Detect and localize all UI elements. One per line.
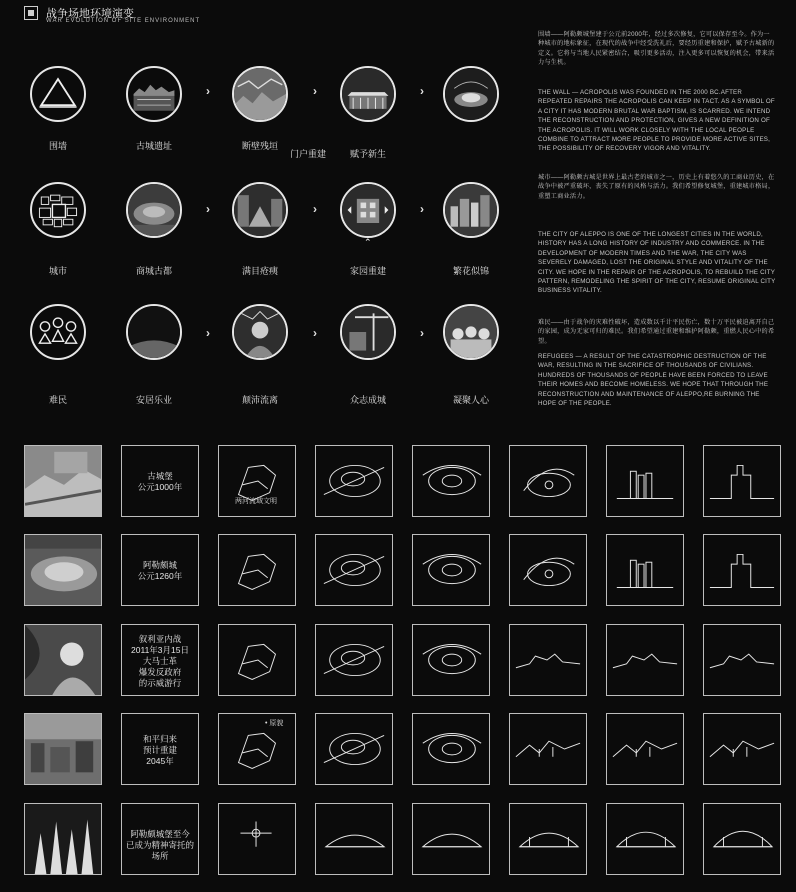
circle-label: 古城遗址: [135, 141, 172, 151]
circle-label: 围墙: [48, 141, 67, 151]
rebuild-icon: [340, 182, 396, 238]
era-photo: [24, 445, 102, 517]
title-square-icon: [24, 6, 38, 20]
crowd-icon: [443, 304, 499, 360]
era-caption-cell: [121, 534, 199, 606]
evolution-sketch: [218, 713, 296, 785]
city-grid-icon: [30, 182, 86, 238]
chevron-right-icon: ›: [206, 326, 210, 340]
chevron-up-icon: ⌃: [364, 237, 372, 247]
glow-city-icon: [443, 66, 499, 122]
paragraph-wall-cn: 围墙——阿勒颇城堡建于公元前2000年，经过多次修复，它可以保存至今。作为一种城市的地标象征，在现代的战争中经受洗礼后，要经历重建和保护，赋予古城新的定义。它将与当地人民紧密结合，吸引更多活动，注入更多可以恢复的机会，带来活力与生机。: [538, 31, 775, 67]
ancient-city-icon: [126, 182, 182, 238]
evolution-sketch: [606, 713, 684, 785]
circle-label: 繁花似锦: [452, 266, 489, 276]
crane-icon: [340, 304, 396, 360]
era-caption-cell: [121, 624, 199, 696]
era-caption-cell: [121, 445, 199, 517]
circle-label: 众志成城: [349, 395, 386, 405]
settle-icon: [126, 304, 182, 360]
ruined-street-icon: [232, 182, 288, 238]
era-photo: [24, 713, 102, 785]
evolution-sketch: [509, 534, 587, 606]
evolution-sketch: [412, 624, 490, 696]
paragraph-refugee-cn: 难民——由于战争的灾难性破坏，造成数以千计平民伤亡，数十万平民被迫离开自己的家园，成为无家可归的难民。我们希望通过重建和维护阿勒颇，重燃人民心中的希望。: [538, 319, 775, 345]
chevron-right-icon: ›: [206, 202, 210, 216]
paragraph-city-cn: 城市——阿勒颇古城是世界上最古老的城市之一，历史上有着悠久的工商业历史，在战争中被严重破坏，丧失了原有的风格与活力。我们希望修复城堡，重建城市格局，重塑工商业活力。: [538, 174, 775, 200]
chevron-right-icon: ›: [420, 326, 424, 340]
evolution-sketch: [606, 445, 684, 517]
evolution-sketch: [703, 534, 781, 606]
paragraph-refugee-en: REFUGEES — A RESULT OF THE CATASTROPHIC DESTRUCTION OF THE WAR, RESULTING IN THE SACRIFICE OF THOUSANDS OF CIVILIANS. HUNDREDS OF THOUSANDS OF PEOPLE HAVE BEEN FORCED TO LEAVE THEIR HOMES AND BECOME HOMELESS. WE HOPE THAT THROUGH THE RECONSTRUCTION AND MAINTENANCE OF ALEPPO,RE BURNING THE HOPE OF THE PEOPLE.: [538, 353, 769, 408]
era-photo: [24, 803, 102, 875]
evolution-sketch: [412, 534, 490, 606]
mound-triangle-icon: [30, 66, 86, 122]
paragraph-wall-en: THE WALL — ACROPOLIS WAS FOUNDED IN THE 2000 BC.AFTER REPEATED REPAIRS THE ACROPOLIS CAN KEEP IN TACT. AS A SYMBOL OF A CITY IT HAS MODERN BRUTAL WAR BAPTISM, IS SCARRED. WE INTEND THE RECONSTRUCTION AND PROTECTION, GIVES A NEW DEFINITION OF THE ACROPOLIS. IT WILL WORK CLOSELY WITH THE LOCAL PEOPLE COMBINE TO ATTRACT MORE PEOPLE TO PROVIDE MORE ACTIVE SITES, THE POSSIBILITY OF RECOVERY VIGOR AND VITALITY.: [538, 89, 775, 153]
evolution-sketch: [509, 803, 587, 875]
chevron-right-icon: ›: [420, 84, 424, 98]
chevron-right-icon: ›: [313, 202, 317, 216]
page-subtitle: WAR EVOLUTION OF SITE ENVIRONMENT: [46, 18, 201, 24]
rubble-icon: [232, 66, 288, 122]
era-photo: [24, 624, 102, 696]
refugee-photo-icon: [232, 304, 288, 360]
evolution-sketch: [218, 624, 296, 696]
people-icon: [30, 304, 86, 360]
era-photo: [24, 534, 102, 606]
chevron-right-icon: ›: [313, 84, 317, 98]
evolution-sketch: [606, 803, 684, 875]
evolution-sketch: [315, 445, 393, 517]
evolution-sketch: [218, 534, 296, 606]
era-caption: 古城堡 公元1000年: [137, 471, 183, 492]
era-caption: 阿勒颇城堡至今 已成为精神寄托的场所: [125, 829, 194, 861]
page-title: 战争场地环境演变: [46, 8, 134, 20]
map-tag: 两河流域文明: [235, 498, 277, 505]
era-caption: 阿勒颇城 公元1260年: [137, 560, 183, 581]
evolution-sketch: [703, 624, 781, 696]
evolution-sketch: [509, 624, 587, 696]
era-caption: 叙利亚内战 2011年3月15日 大马士革 爆发反政府 的示威游行: [131, 633, 189, 688]
circle-label: 家园重建: [349, 266, 386, 276]
paragraph-city-en: THE CITY OF ALEPPO IS ONE OF THE LONGEST CITIES IN THE WORLD, HISTORY HAS A LONG HISTORY OF INDUSTRY AND COMMERCE. IN THE DEVELOPMENT OF MODERN TIMES AND THE WAR, THE CITY WAS SEVERELY DAMAGED, LOST THE ORIGINAL STYLE AND VITALITY OF THE CITY. WE HOPE IN THE REPAIR OF THE ACROPOLIS, TO REBUILD THE CITY PATTERN, REMODELING THE SPIRIT OF THE CITY, RESUME ORIGINAL CITY BUSINESS VITALITY.: [538, 231, 776, 295]
evolution-sketch: [509, 445, 587, 517]
evolution-sketch: [606, 624, 684, 696]
evolution-sketch: [315, 624, 393, 696]
era-caption: 和平归来 预计重建 2045年: [142, 733, 177, 766]
circle-label: 断壁残垣: [241, 141, 278, 151]
evolution-sketch: [315, 534, 393, 606]
circle-label: 安居乐业: [135, 395, 172, 405]
evolution-sketch: [315, 713, 393, 785]
circle-label: 城市: [48, 266, 67, 276]
evolution-sketch: [412, 445, 490, 517]
evolution-sketch: [703, 713, 781, 785]
evolution-sketch: [509, 713, 587, 785]
evolution-sketch: [315, 803, 393, 875]
evolution-sketch: [218, 445, 296, 517]
chevron-right-icon: ›: [313, 326, 317, 340]
circle-label: 颠沛流离: [241, 395, 278, 405]
evolution-sketch: [218, 803, 296, 875]
circle-label: 商城古都: [135, 266, 172, 276]
circle-label: 满目疮痍: [241, 266, 278, 276]
evolution-sketch: [703, 803, 781, 875]
evolution-sketch: [703, 445, 781, 517]
evolution-sketch: [412, 803, 490, 875]
circle-label: 凝聚人心: [452, 395, 489, 405]
mid-label: 门户重建: [289, 149, 326, 159]
ruin-wall-icon: [126, 66, 182, 122]
chevron-right-icon: ›: [420, 202, 424, 216]
evolution-sketch: [412, 713, 490, 785]
era-caption-cell: [121, 713, 199, 785]
map-tag: • 原貌: [265, 720, 284, 727]
chevron-right-icon: ›: [206, 84, 210, 98]
circle-label: 赋予新生: [349, 149, 386, 159]
new-city-icon: [340, 66, 396, 122]
skyline-icon: [443, 182, 499, 238]
era-caption-cell: [121, 803, 199, 875]
evolution-sketch: [606, 534, 684, 606]
circle-label: 难民: [48, 395, 67, 405]
